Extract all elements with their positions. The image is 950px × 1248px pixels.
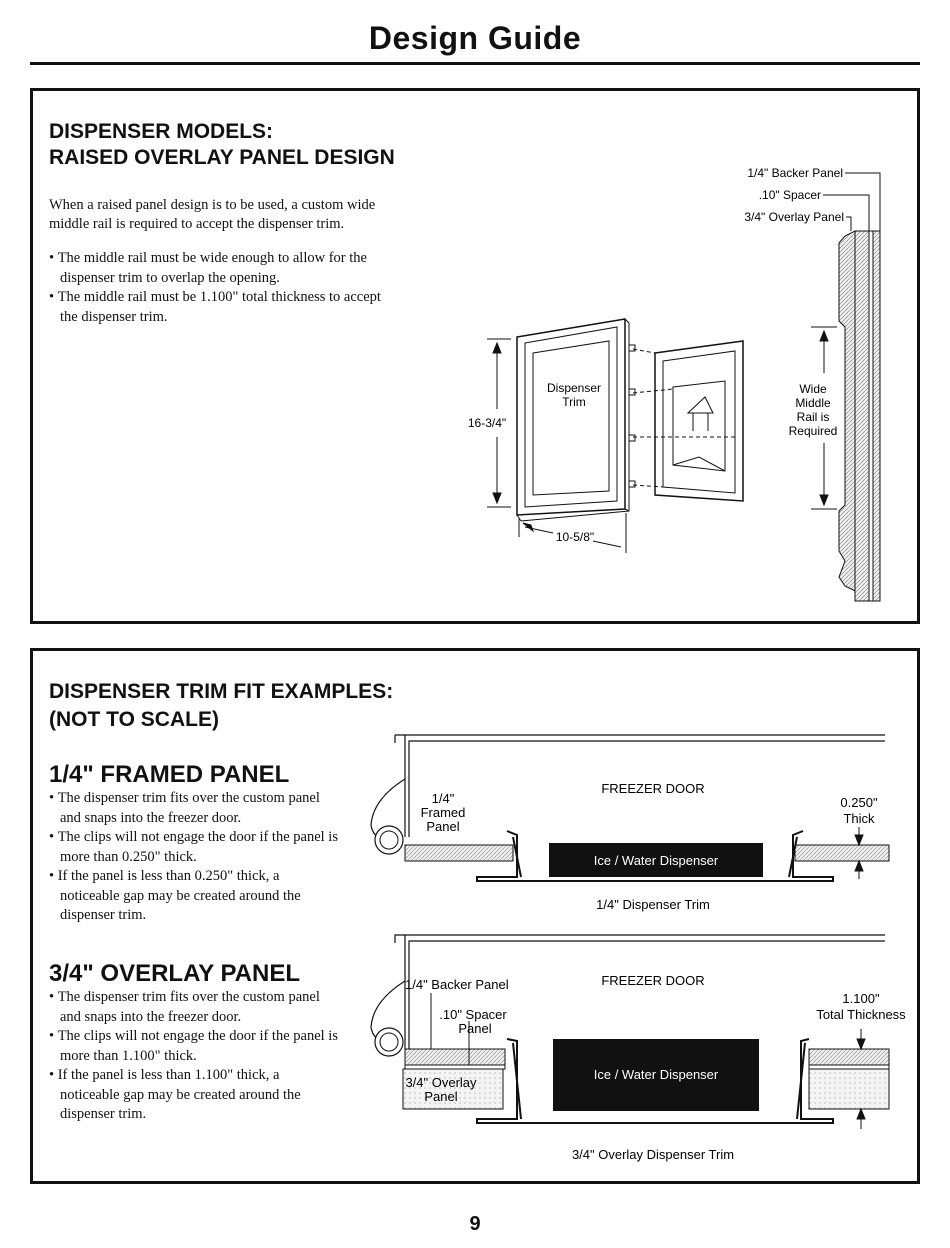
framed-panel-label-1: 1/4" — [431, 791, 455, 806]
section1-intro: When a raised panel design is to be used, a custom wide middle rail is required to accept the dispenser trim. — [49, 197, 376, 232]
framed-panel-label-3: Panel — [426, 819, 460, 834]
overlay-panel-label-2: Panel — [424, 1089, 458, 1104]
overlay-backer-panel-label: 1/4" Backer Panel — [405, 977, 509, 992]
section1-bullet: • The middle rail must be wide enough to allow for the dispenser trim to overlap the opening. — [49, 249, 399, 288]
section2-heading-line1: DISPENSER TRIM FIT EXAMPLES: — [49, 680, 394, 703]
framed-dispenser-label: Ice / Water Dispenser — [593, 853, 719, 868]
overlay-thickness-label-2: Total Thickness — [816, 1007, 906, 1022]
raised-panel-diagram — [33, 91, 917, 621]
overlay-caption: 3/4" Overlay Dispenser Trim — [571, 1147, 735, 1162]
wide-rail-label-4: Required — [788, 424, 838, 438]
height-label: 16-3/4" — [467, 416, 507, 430]
dispenser-trim-label-2: Trim — [562, 395, 586, 409]
overlay-bullet: • If the panel is less than 1.100" thick, a noticeable gap may be created around the dispenser trim. — [49, 1066, 339, 1125]
dispenser-housing-drawing — [629, 341, 743, 501]
dispenser-models-section — [30, 88, 920, 624]
overlay-panel-title: 3/4" OVERLAY PANEL — [49, 960, 301, 987]
section1-bullet: • The middle rail must be 1.100" total thickness to accept the dispenser trim. — [49, 288, 399, 327]
wide-rail-label-1: Wide — [799, 382, 827, 396]
framed-thickness-label-1: 0.250" — [840, 795, 878, 810]
title-rule — [30, 62, 920, 65]
framed-freezer-door-label: FREEZER DOOR — [601, 781, 705, 796]
framed-bullet: • If the panel is less than 0.250" thick, a noticeable gap may be created around the dispenser trim. — [49, 867, 339, 926]
overlay-bullet: • The clips will not engage the door if the panel is more than 1.100" thick. — [49, 1027, 339, 1066]
spacer-label: .10" Spacer — [758, 188, 821, 202]
section1-heading-line1: DISPENSER MODELS: — [49, 120, 274, 143]
width-label: 10-5/8" — [555, 530, 595, 544]
page-title: Design Guide — [368, 20, 582, 56]
section2-heading-line2: (NOT TO SCALE) — [49, 708, 219, 731]
wide-rail-label-3: Rail is — [796, 410, 830, 424]
page-number: 9 — [469, 1213, 481, 1235]
overlay-panel-label-1: 3/4" Overlay — [405, 1075, 477, 1090]
overlay-panel-label: 3/4" Overlay Panel — [744, 210, 844, 224]
framed-thickness-label-2: Thick — [843, 811, 875, 826]
framed-caption: 1/4" Dispenser Trim — [596, 897, 710, 912]
framed-panel-title: 1/4" FRAMED PANEL — [49, 761, 290, 788]
section1-heading-line2: RAISED OVERLAY PANEL DESIGN — [49, 146, 395, 169]
panel-profile — [839, 231, 880, 601]
trim-fit-diagrams — [33, 651, 917, 1181]
framed-panel-label-2: Framed — [420, 805, 466, 820]
framed-bullet: • The clips will not engage the door if the panel is more than 0.250" thick. — [49, 828, 339, 867]
overlay-spacer-label-1: .10" Spacer — [439, 1007, 507, 1022]
overlay-spacer-label-2: Panel — [458, 1021, 492, 1036]
overlay-thickness-label-1: 1.100" — [842, 991, 880, 1006]
wide-rail-label-2: Middle — [795, 396, 831, 410]
trim-fit-examples-section — [30, 648, 920, 1184]
framed-bullet: • The dispenser trim fits over the custom panel and snaps into the freezer door. — [49, 789, 339, 828]
dispenser-trim-label-1: Dispenser — [546, 381, 602, 395]
overlay-bullet: • The dispenser trim fits over the custom panel and snaps into the freezer door. — [49, 988, 339, 1027]
overlay-dispenser-label: Ice / Water Dispenser — [593, 1067, 719, 1082]
backer-panel-label: 1/4" Backer Panel — [747, 166, 843, 180]
dispenser-trim-drawing — [517, 319, 629, 521]
overlay-freezer-door-label: FREEZER DOOR — [601, 973, 705, 988]
